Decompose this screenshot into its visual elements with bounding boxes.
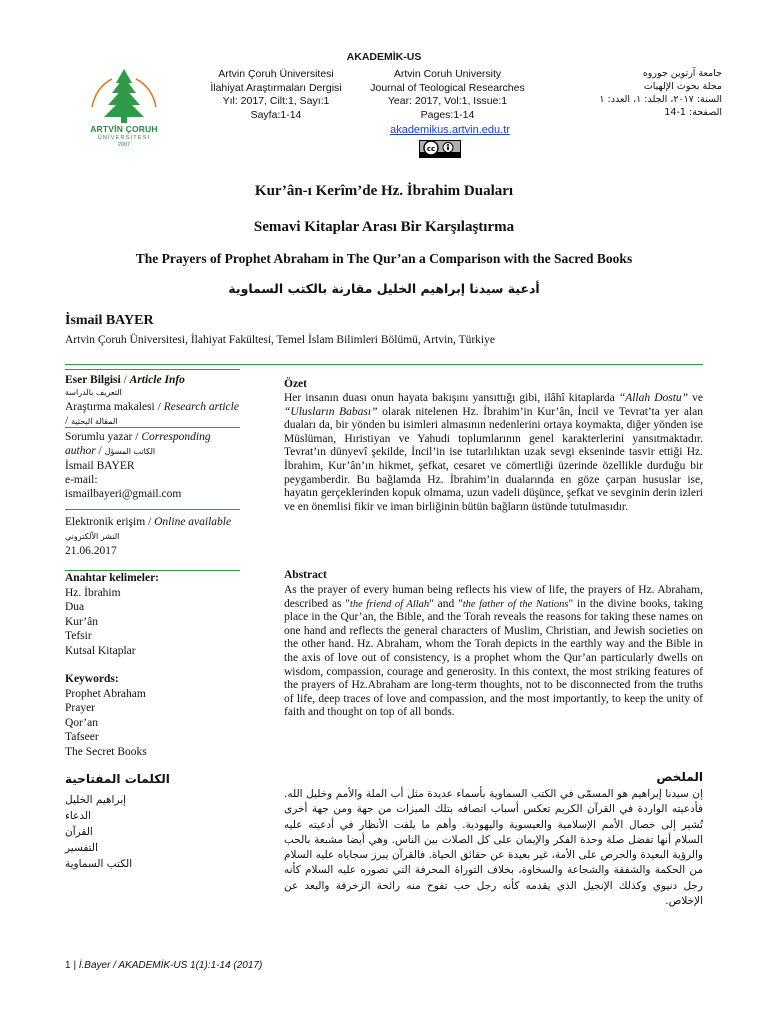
page-number: 1 (65, 960, 71, 971)
keyword-tr: Dua (65, 601, 85, 613)
article-type-en: Research article (163, 401, 239, 413)
issue-info-ar: السنة: ٢٠١٧، الجلد: ١، العدد: ١ (599, 94, 722, 105)
article-type: Araştırma makalesi / Research article / المقالة البحثية (65, 401, 239, 427)
keyword-en: Prophet Abraham (65, 687, 146, 700)
article-title-tr: Kur’ân-ı Kerîm’de Hz. İbrahim Duaları (254, 183, 514, 199)
footer-citation: İ.Bayer / AKADEMİK-US 1(1):1-14 (2017) (78, 960, 263, 971)
article-subtitle-tr: Semavi Kitaplar Arası Bir Karşılaştırma (253, 219, 515, 235)
ozet-quote: “Ulusların Babası” (284, 405, 378, 418)
journal-name: AKADEMİK-US (346, 51, 422, 63)
keyword-ar: التفسير (65, 842, 98, 854)
keywords-en-heading: Keywords: (65, 673, 119, 685)
journal-title-tr: İlahiyat Araştırmaları Dergisi (210, 81, 342, 94)
info-divider-3 (65, 509, 240, 510)
abstract-heading: Abstract (284, 569, 327, 581)
keyword-ar: الكتب السماوية (65, 858, 133, 870)
online-label-en: Online available (154, 516, 232, 528)
keyword-ar: القرآن (65, 826, 93, 838)
ozet-text: Her insanın duası onun hayata bakışını yansıttığı gibi, ilâhî kitaplarda (284, 392, 619, 404)
corresponding-label-tr: Sorumlu yazar (65, 431, 133, 443)
pages-ar: الصفحة: 1-14 (664, 107, 722, 118)
issue-info-tr: Yıl: 2017, Cilt:1, Sayı:1 (222, 95, 330, 107)
abstract-text: As the prayer of every human being reflects his view of life, the prayers of Hz. Abraham, described as " (284, 584, 703, 610)
keywords-tr (65, 571, 240, 658)
corresponding-label-en: Corresponding author (65, 431, 211, 457)
abstract-text: " and " (429, 597, 463, 610)
online-access: Elektronik erişim / Online available النشر الألكتروني 21.06.2017 (65, 515, 240, 558)
header-arabic-info (552, 67, 722, 119)
author-name: İsmail BAYER (65, 313, 154, 328)
email-address[interactable]: ismailbayeri@gmail.com (65, 488, 182, 500)
corresponding-name: İsmail BAYER (65, 460, 135, 472)
journal-title-ar: مجلة بحوث الإلهيات (643, 81, 722, 92)
article-info-label-tr: Eser Bilgisi (65, 374, 121, 386)
creative-commons-by-icon[interactable] (419, 140, 461, 158)
university-name-tr: Artvin Çoruh Üniversitesi (218, 68, 334, 80)
university-name-ar: جامعة آرتوين جوروه (642, 68, 722, 79)
header-english-info (365, 68, 530, 122)
info-divider-top (65, 369, 240, 370)
mulakhas-heading: الملخص (656, 770, 703, 784)
mulakhas-body: إن سيدنا إبراهيم هو المسمّى في الكتب السماوية بأسماء عديدة مثل أب الملة والأمم وخليل الله. فأدعيته الواردة في القرآن الكريم تعكس أسباب اتصافه بتلك الميزات من جهة ومن جهة أخرى تُشير إلى خصال الأمم الإسلامية والعيسوية واليهودية. وأهم ما يلفت الأنظار في أدعيته عليه السلام أنها تفضل صلة وحدة الفكر والإيمان على كل الصلات بين الناس. وهي أيضا مشبعة بالحب والرؤية البعيدة والحرص على الأمة، غير بعيدة عن حقائق الحياة. فالقرآن يبرز سجاياه عليه السلام من الحكمة والشفقة والشجاعة والسخاوة، بخلاف التوراة المحرفة التي تصوره عليه السلام كأنه رجل دنيوي وكذلك الإنجيل الذي يقدمه كأنه رجل حب تفوح منه رائحة الزخرفة والبعد عن الإخلاص. (284, 788, 703, 908)
abstract-quote: the friend of Allah (349, 598, 430, 610)
keyword-ar: الدعاء (65, 810, 92, 822)
online-date: 21.06.2017 (65, 545, 117, 557)
keywords-en (65, 672, 240, 759)
logo-subtitle: ÜNİVERSİTESİ (97, 135, 151, 141)
keywords-tr-heading: Anahtar kelimeler: (65, 572, 160, 584)
keyword-en: The Secret Books (65, 745, 147, 758)
svg-text:cc: cc (426, 145, 436, 153)
journal-title-en: Journal of Teological Researches (370, 81, 525, 94)
article-type-tr: Araştırma makalesi (65, 401, 155, 413)
keyword-ar: إبراهيم الخليل (65, 794, 127, 806)
article-info-label-ar: التعريف بالدراسة (65, 388, 122, 397)
university-name-en: Artvin Coruh University (393, 68, 502, 80)
corresponding-label-ar: الكاتب المسؤل (104, 447, 156, 456)
issue-info-en: Year: 2017, Vol:1, Issue:1 (387, 95, 508, 107)
corresponding-author: Sorumlu yazar / Corresponding author / الكاتب المسؤل İsmail BAYER e-mail: ismailbayeri@gmail.com (65, 430, 240, 501)
article-info-heading: Eser Bilgisi / Article Info التعريف بالدراسة (65, 373, 240, 398)
keyword-tr: Kur’ân (65, 615, 98, 628)
info-divider-2 (65, 427, 240, 428)
keywords-ar-heading: الكلمات المفتاحية (65, 772, 170, 786)
keyword-tr: Tefsir (65, 630, 92, 642)
ozet-text: olarak nitelenen Hz. İbrahim’in Kur’ân, İncil ve Tevrat’ta yer alan duaları da, bir yönden bu isimleri almasının nedenlerini ortaya koymakta, diğer yönden ise Müslüman, Hıristiyan ve Yahudi toplumlarının genel karakterlerini yansıtmaktadır. Tevrat’ın dünyevî şekilde, İncil’in ise tutarlılıktan uzak sevgi ekseninde tasvir ettiği Hz. İbrahim, Kur’ân’ın hikmet, şefkat, cesaret ve cömertliği üzerinde özellikle durduğu bir peygamberdir. Bu bağlamda Hz. İbrahim’in dualarında en göze çarpan hususlar ise, hayatın gerçeklerinden kopuk olmama, uzun vadeli düşünce, şefkat ve sevginin derin izleri ve en önemlisi fikir ve iman birliğinin bütün bağların üstünde tutulmasıdır. (284, 405, 704, 513)
article-title-en: The Prayers of Prophet Abraham in The Qur’an a Comparison with the Sacred Books (135, 251, 633, 266)
ozet-heading: Özet (284, 378, 307, 390)
ozet-body (284, 392, 703, 514)
pages-tr: Sayfa:1-14 (250, 108, 302, 121)
online-label-ar: النشر الألكتروني (65, 532, 120, 541)
keyword-en: Tafseer (65, 731, 99, 743)
ozet-text: ve (688, 392, 703, 404)
journal-website-link[interactable]: akademikus.artvin.edu.tr (390, 124, 510, 136)
header-turkish-info (202, 68, 350, 122)
keyword-en: Qor’an (65, 716, 98, 729)
ozet-quote: “Allah Dostu” (618, 392, 689, 404)
logo-year: 2007 (117, 142, 131, 148)
keyword-tr: Kutsal Kitaplar (65, 644, 136, 657)
article-info-label-en: Article Info (129, 374, 185, 386)
abstract-body (284, 584, 703, 720)
logo-title: ARTVİN ÇORUH (90, 124, 158, 134)
email-label: e-mail: (65, 474, 98, 486)
abstract-text: " in the divine books, taking place in the Qur’an, the Bible, and the Torah reveals the reasons for taking these names on one hand and reflects the general characters of Muslim, Christian, and Jewish societies on the other hand. Hz. Abraham, whom the Torah depicts in the earthly way and the Bible in the axis of love out of consistency, is a prophet whom the Qur’an particularly dwells on wisdom, compassion, courage and generosity. In this context, the most striking features of the prayers of Hz.Abraham are long-term thoughts, not to be disconnected from the truths of life, deep traces of love and compassion, and the most importantly, to keep the unity of faith and thought on top of all bonds. (284, 597, 703, 719)
keyword-tr: Hz. İbrahim (65, 586, 121, 599)
pages-en: Pages:1-14 (420, 108, 475, 121)
keyword-en: Prayer (65, 702, 96, 714)
header-divider (65, 364, 703, 365)
author-affiliation: Artvin Çoruh Üniversitesi, İlahiyat Fakültesi, Temel İslam Bilimleri Bölümü, Artvin, Türkiye (65, 334, 495, 346)
abstract-quote: the father of the Nations (462, 598, 569, 610)
article-type-ar: المقالة البحثية (71, 417, 118, 426)
article-title-ar: أدعية سيدنا إبراهيم الخليل مقارنة بالكتب السماوية (228, 281, 540, 296)
page-footer: 1 | İ.Bayer / AKADEMİK-US 1(1):1-14 (2017) (65, 960, 263, 971)
online-label-tr: Elektronik erişim (65, 516, 146, 528)
keywords-ar (65, 792, 240, 872)
